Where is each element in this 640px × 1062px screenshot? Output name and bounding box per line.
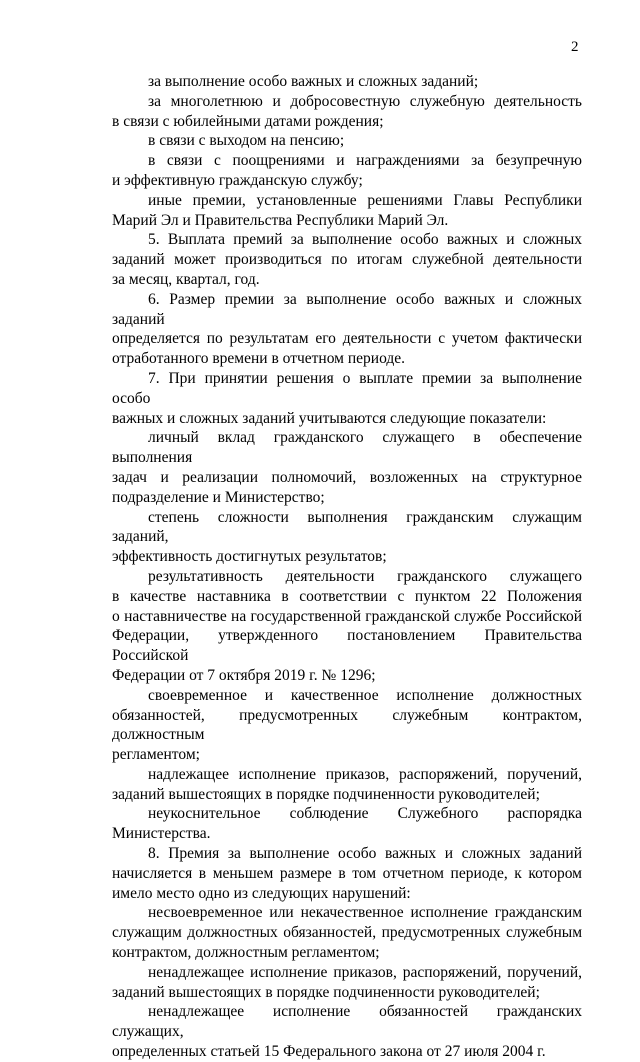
text-line: за месяц, квартал, год.: [112, 270, 260, 288]
text-line: определенных статьей 15 Федерального закона от 27 июля 2004 г.: [112, 1043, 546, 1061]
paragraph: [112, 686, 582, 765]
text-line: степень сложности выполнения гражданским служащим заданий,: [112, 508, 582, 546]
paragraph: [112, 191, 582, 231]
text-line: в связи с юбилейными датами рождения;: [112, 112, 384, 130]
text-line: Марий Эл и Правительства Республики Марий Эл.: [112, 211, 449, 229]
paragraph: [112, 963, 582, 1003]
text-line: надлежащее исполнение приказов, распоряжений, поручений,: [148, 765, 582, 783]
document-body: [112, 72, 582, 1062]
paragraph: [112, 903, 582, 962]
text-line: ненадлежащее исполнение обязанностей гражданских служащих,: [112, 1003, 582, 1041]
text-line: Федерации, утвержденного постановлением Правительства Российской: [112, 627, 582, 665]
text-line: обязанностей, предусмотренных служебным контрактом, должностным: [112, 706, 582, 744]
paragraph: [112, 151, 582, 191]
text-line: имело место одно из следующих нарушений:: [112, 884, 411, 902]
page-number: 2: [571, 39, 579, 55]
text-line: подразделение и Министерство;: [112, 488, 325, 506]
paragraph: [112, 844, 582, 903]
text-line: начисляется в меньшем размере в том отчетном периоде, к котором: [112, 864, 582, 882]
paragraph: [112, 230, 582, 289]
text-line: отработанного времени в отчетном периоде.: [112, 350, 406, 368]
text-line: контрактом, должностным регламентом;: [112, 944, 380, 962]
paragraph: [112, 369, 582, 428]
text-line: заданий может производиться по итогам служебной деятельности: [112, 251, 582, 269]
text-line: иные премии, установленные решениями Главы Республики: [148, 191, 582, 209]
text-line: служащим должностных обязанностей, предусмотренных служебным: [112, 924, 582, 942]
text-line: и эффективную гражданскую службу;: [112, 171, 363, 189]
text-line: в связи с выходом на пенсию;: [148, 132, 345, 150]
text-line: результативность деятельности гражданского служащего: [148, 567, 582, 585]
text-line: ненадлежащее исполнение приказов, распоряжений, поручений,: [148, 963, 582, 981]
text-line: за выполнение особо важных и сложных заданий;: [148, 73, 479, 90]
text-line: 8. Премия за выполнение особо важных и сложных заданий: [148, 845, 582, 863]
text-line: в связи с поощрениями и награждениями за безупречную: [148, 152, 582, 170]
text-line: 5. Выплата премий за выполнение особо важных и сложных: [148, 231, 582, 249]
text-line: важных и сложных заданий учитываются следующие показатели:: [112, 409, 547, 427]
text-line: задач и реализации полномочий, возложенных на структурное: [112, 468, 582, 486]
text-line: Министерства.: [112, 825, 211, 843]
text-line: своевременное и качественное исполнение должностных: [148, 686, 582, 704]
text-line: в качестве наставника в соответствии с пунктом 22 Положения: [112, 587, 582, 605]
text-line: эффективность достигнутых результатов;: [112, 548, 387, 566]
text-line: личный вклад гражданского служащего в обеспечение выполнения: [112, 429, 582, 467]
text-line: регламентом;: [112, 746, 200, 764]
paragraph: [112, 131, 582, 151]
text-line: заданий вышестоящих в порядке подчиненности руководителей;: [112, 785, 540, 803]
paragraph: [112, 804, 582, 844]
paragraph: [112, 567, 582, 686]
text-line: 6. Размер премии за выполнение особо важных и сложных заданий: [112, 290, 582, 328]
text-line: Федерации от 7 октября 2019 г. № 1296;: [112, 666, 376, 684]
paragraph: [112, 508, 582, 567]
paragraph: [112, 290, 582, 369]
text-line: неукоснительное соблюдение Служебного распорядка: [148, 805, 582, 823]
text-line: заданий вышестоящих в порядке подчиненности руководителей;: [112, 983, 540, 1001]
paragraph: [112, 92, 582, 132]
text-line: несвоевременное или некачественное исполнение гражданским: [148, 904, 582, 922]
text-line: о наставничестве на государственной гражданской службе Российской: [112, 607, 582, 625]
text-line: 7. При принятии решения о выплате премии за выполнение особо: [112, 369, 582, 407]
text-line: определяется по результатам его деятельности с учетом фактически: [112, 330, 582, 348]
paragraph: [112, 1002, 582, 1061]
paragraph: [112, 765, 582, 805]
text-line: за многолетнюю и добросовестную служебную деятельность: [148, 92, 582, 110]
paragraph: [112, 72, 582, 92]
paragraph: [112, 428, 582, 507]
